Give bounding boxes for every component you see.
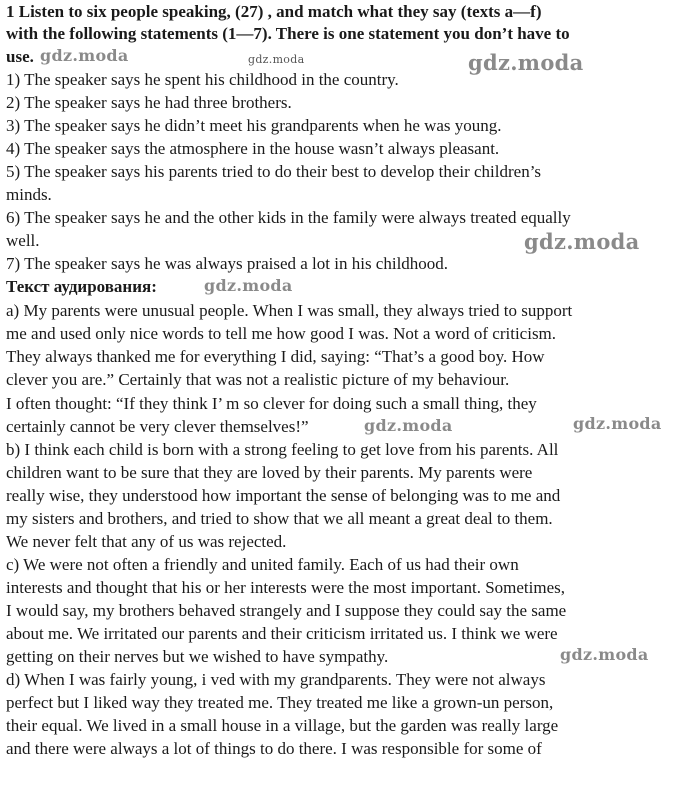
transcript-line: I would say, my brothers behaved strangely and I suppose they could say the same — [6, 601, 567, 620]
statement-4: 4) The speaker says the atmosphere in the house wasn’t always pleasant. — [6, 139, 500, 158]
statement-6: 6) The speaker says he and the other kids in the family were always treated equally — [6, 208, 571, 227]
transcript-line: clever you are.” Certainly that was not a realistic picture of my behaviour. — [6, 370, 510, 389]
watermark-small: gdz.moda — [248, 53, 305, 66]
statement-2: 2) The speaker says he had three brothers. — [6, 93, 292, 112]
statement-7: 7) The speaker says he was always praised a lot in his childhood. — [6, 254, 449, 273]
transcript-title: Текст аудирования: — [6, 277, 157, 296]
task-heading-line-1: 1 Listen to six people speaking, (27) , and match what they say (texts a—f) — [6, 2, 542, 21]
transcript-line: interests and thought that his or her interests were the most important. Sometimes, — [6, 578, 566, 597]
statement-6-cont: well. — [6, 231, 40, 250]
transcript-line: my sisters and brothers, and tried to show that we all meant a great deal to them. — [6, 509, 553, 528]
watermark: gdz.moda — [468, 50, 584, 75]
transcript-line: getting on their nerves but we wished to have sympathy. — [6, 647, 389, 666]
transcript-line: d) When I was fairly young, i ved with my grandparents. They were not always — [6, 670, 546, 689]
statement-3: 3) The speaker says he didn’t meet his grandparents when he was young. — [6, 116, 502, 135]
statement-1: 1) The speaker says he spent his childhood in the country. — [6, 70, 399, 89]
statement-5: 5) The speaker says his parents tried to do their best to develop their children’s — [6, 162, 542, 181]
transcript-line: They always thanked me for everything I did, saying: “That’s a good boy. How — [6, 347, 545, 366]
statement-5-cont: minds. — [6, 185, 52, 204]
transcript-line: and there were always a lot of things to do there. I was responsible for some of — [6, 739, 542, 758]
transcript-line: certainly cannot be very clever themselves!” — [6, 417, 309, 436]
transcript-line: b) I think each child is born with a strong feeling to get love from his parents. All — [6, 440, 559, 459]
watermark: gdz.moda — [524, 229, 640, 254]
transcript-line: perfect but I liked way they treated me. They treated me like a grown-un person, — [6, 693, 554, 712]
transcript-line: about me. We irritated our parents and their criticism irritated us. I think we were — [6, 624, 558, 643]
transcript-line: their equal. We lived in a small house in a village, but the garden was really large — [6, 716, 559, 735]
transcript-line: really wise, they understood how important the sense of belonging was to me and — [6, 486, 561, 505]
watermark: gdz.moda — [573, 414, 662, 433]
transcript-line: children want to be sure that they are loved by their parents. My parents were — [6, 463, 533, 482]
transcript-line: me and used only nice words to tell me how good I was. Not a word of criticism. — [6, 324, 557, 343]
watermark: gdz.moda — [40, 46, 129, 65]
transcript-line: c) We were not often a friendly and united family. Each of us had their own — [6, 555, 519, 574]
watermark: gdz.moda — [364, 416, 453, 435]
transcript-line: We never felt that any of us was rejected. — [6, 532, 287, 551]
transcript-line: I often thought: “If they think I’ m so clever for doing such a small thing, they — [6, 394, 537, 413]
watermark: gdz.moda — [560, 645, 649, 664]
transcript-line: a) My parents were unusual people. When I was small, they always tried to support — [6, 301, 573, 320]
watermark: gdz.moda — [204, 276, 293, 295]
task-heading-line-3: use. — [6, 47, 34, 66]
task-heading-line-2: with the following statements (1—7). There is one statement you don’t have to — [6, 24, 570, 43]
